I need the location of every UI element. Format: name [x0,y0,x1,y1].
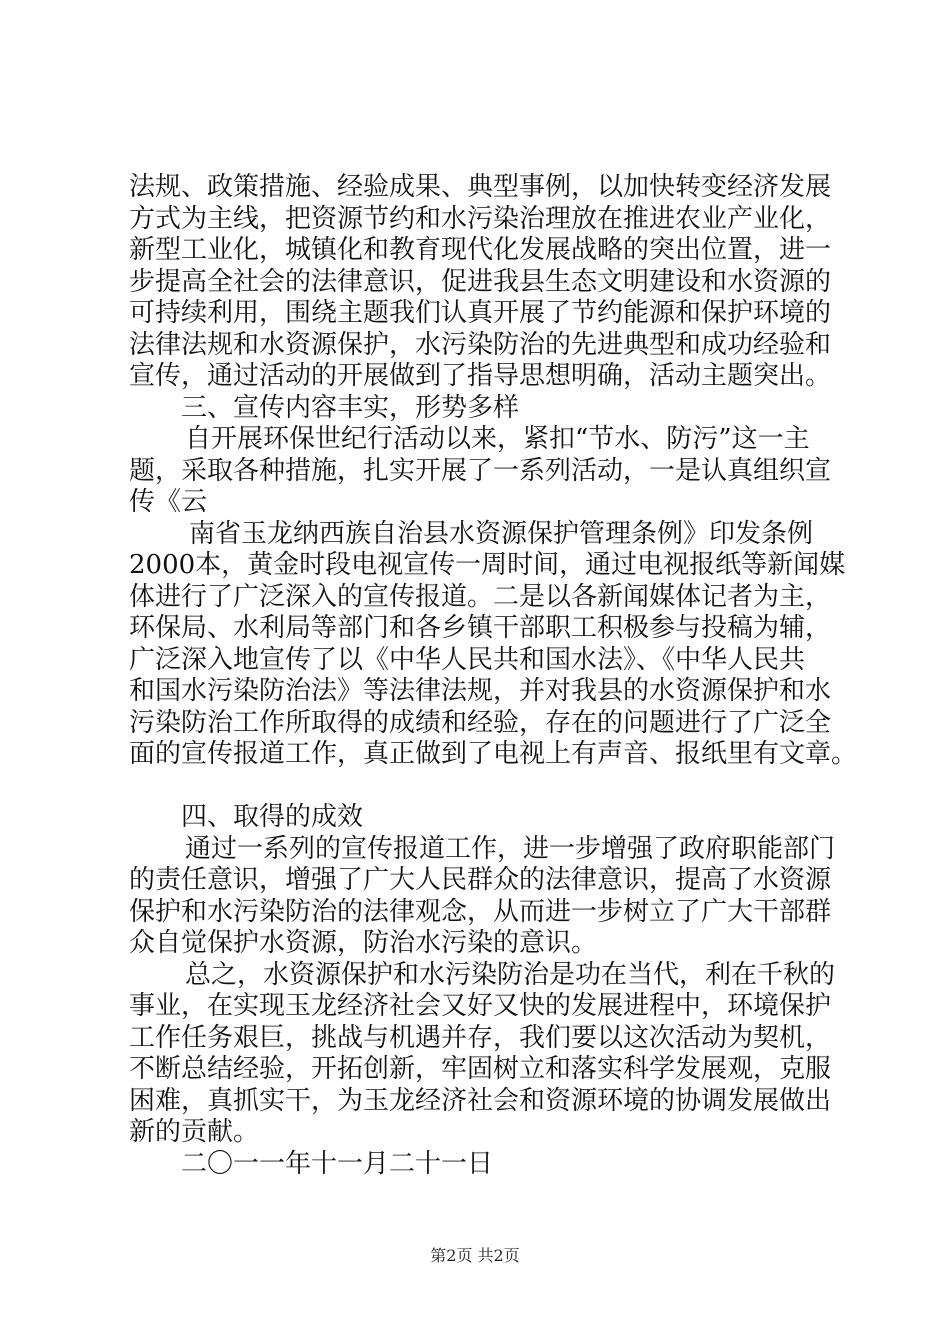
text-line: 新的贡献。 [129,1117,260,1147]
blank-line [129,771,829,803]
text-line: 传《云 [129,487,208,517]
text-line: 保护和水污染防治的法律观念，从而进一步树立了广大干部群 [129,896,832,927]
text-line: 步提高全社会的法律意识，促进我县生态文明建设和水资源的 [129,266,832,297]
text-line: 南省玉龙纳西族自治县水资源保护管理条例》印发条例 [189,518,814,549]
text-line: 体进行了广泛深入的宣传报道。二是以各新闻媒体记者为主， [129,581,832,612]
text-line: 广泛深入地宣传了以《中华人民共和国水法》、《中华人民共 [129,644,806,675]
text-line: 工作任务艰巨，挑战与机遇并存，我们要以这次活动为契机， [129,1022,832,1053]
text-line: 通过一系列的宣传报道工作，进一步增强了政府职能部门 [185,833,836,864]
text-line: 困难，真抓实干，为玉龙经济社会和资源环境的协调发展做出 [129,1085,832,1116]
text-line: 不断总结经验，开拓创新，牢固树立和落实科学发展观，克服 [129,1054,832,1084]
text-line: 方式为主线，把资源节约和水污染治理放在推进农业产业化， [129,203,832,234]
text-line: 污染防治工作所取得的成绩和经验，存在的问题进行了广泛全 [129,707,832,738]
text-line: 可持续利用，围绕主题我们认真开展了节约能源和保护环境的 [129,298,832,328]
text-line: 四、取得的成效 [181,802,364,832]
text-line: 宣传，通过活动的开展做到了指导思想明确，活动主题突出。 [129,361,832,391]
document-body [129,172,858,1180]
text-line: 二〇一一年十一月二十一日 [181,1148,494,1179]
text-line: 新型工业化，城镇化和教育现代化发展战略的突出位置，进一 [129,235,832,265]
text-line: 总之，水资源保护和水污染防治是功在当代，利在千秋的 [185,959,836,990]
text-line: 题，采取各种措施，扎实开展了一系列活动，一是认真组织宣 [129,455,832,486]
text-line: 自开展环保世纪行活动以来，紧扣“节水、防污”这一主 [185,424,810,454]
text-line: 面的宣传报道工作，真正做到了电视上有声音、报纸里有文章。 [129,739,858,769]
page-number-footer: 第2页 共2页 [430,1246,520,1265]
text-line: 法规、政策措施、经验成果、典型事例，以加快转变经济发展 [129,172,832,202]
text-line: 环保局、水利局等部门和各乡镇干部职工积极参与投稿为辅， [129,613,832,643]
text-line: 2000本，黄金时段电视宣传一周时间，通过电视报纸等新闻媒 [129,550,846,580]
text-line: 众自觉保护水资源，防治水污染的意识。 [129,928,598,958]
text-line: 和国水污染防治法》等法律法规，并对我县的水资源保护和水 [129,676,832,706]
text-line: 事业，在实现玉龙经济社会又好又快的发展进程中，环境保护 [129,991,832,1021]
text-line: 三、宣传内容丰实，形势多样 [181,392,520,423]
text-line: 的责任意识，增强了广大人民群众的法律意识，提高了水资源 [129,865,832,895]
text-line: 法律法规和水资源保护，水污染防治的先进典型和成功经验和 [129,329,832,360]
